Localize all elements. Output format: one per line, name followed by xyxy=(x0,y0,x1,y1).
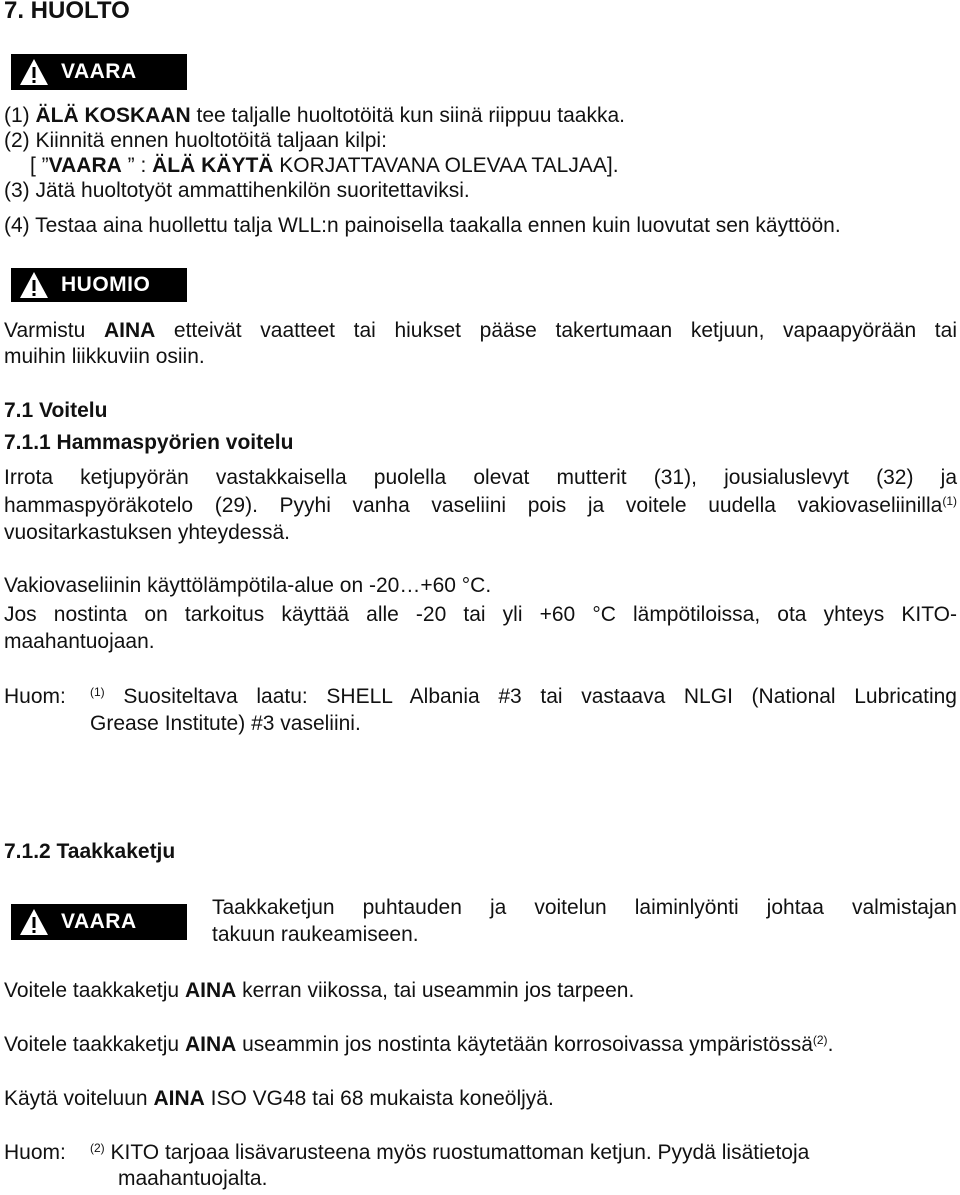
note-2-line-1: $^{(2)}$ KITO tarjoaa lisävarusteena myös ruostumattoman ketjun. Pyydä lisätietoja xyxy=(90,1141,810,1164)
vaara-2-text-line-1: Taakkaketjun puhtauden ja voitelun laiminlyönti johtaa valmistajan xyxy=(212,896,957,919)
note-1-line-1: $^{(1)}$ Suositeltava laatu: SHELL Albania #3 tai vastaava NLGI (National Lubricating xyxy=(90,685,957,708)
warning-item-2-sign: [ ”VAARA ” : ÄLÄ KÄYTÄ KORJATTAVANA OLEVAA TALJAA]. xyxy=(30,154,619,177)
para-711-line-3: vuositarkastuksen yhteydessä. xyxy=(4,521,290,544)
vaara-2-text-line-2: takuun raukeamiseen. xyxy=(212,923,419,946)
huomio-label xyxy=(11,268,187,302)
huomio-text-line-2: muihin liikkuviin osiin. xyxy=(4,345,205,368)
lubricate-weekly-line: Voitele taakkaketju AINA kerran viikossa, tai useammin jos tarpeen. xyxy=(4,979,635,1002)
note-2-line-2: maahantuojalta. xyxy=(118,1167,268,1190)
note-1-label: Huom: xyxy=(4,685,66,708)
huomio-label-text: HUOMIO xyxy=(61,273,151,296)
para-711-line-2: hammaspyöräkotelo (29). Pyyhi vanha vaseliini pois ja voitele uudella vakiovaseliinilla$^{(1)}$ xyxy=(4,494,957,517)
warning-triangle-icon xyxy=(19,908,49,936)
warning-triangle-icon xyxy=(19,58,49,86)
section-heading-7-1: 7.1 Voitelu xyxy=(4,399,108,422)
oil-spec-line: Käytä voiteluun AINA ISO VG48 tai 68 mukaista koneöljyä. xyxy=(4,1087,554,1110)
note-1-line-2: Grease Institute) #3 vaseliini. xyxy=(90,712,361,735)
warning-item-4: (4) Testaa aina huollettu talja WLL:n painoisella taakalla ennen kuin luovutat sen käyttöön. xyxy=(4,214,841,237)
section-heading-7-1-1: 7.1.1 Hammaspyörien voitelu xyxy=(4,431,294,454)
temperature-para-line-1: Jos nostinta on tarkoitus käyttää alle -20 tai yli +60 °C lämpötiloissa, ota yhteys KITO- xyxy=(4,603,957,626)
para-711-line-1: Irrota ketjupyörän vastakkaisella puolella olevat mutterit (31), jousialuslevyt (32) ja xyxy=(4,466,957,489)
temperature-para-line-2: maahantuojaan. xyxy=(4,630,155,653)
warning-item-1: (1) ÄLÄ KOSKAAN tee taljalle huoltotöitä kun siinä riippuu taakka. xyxy=(4,104,625,127)
vaara-label-text: VAARA xyxy=(61,60,137,83)
warning-item-2: (2) Kiinnitä ennen huoltotöitä taljaan kilpi: xyxy=(4,129,387,152)
section-heading-7-1-2: 7.1.2 Taakkaketju xyxy=(4,840,176,863)
temperature-line: Vakiovaseliinin käyttölämpötila-alue on -20…+60 °C. xyxy=(4,574,492,597)
vaara-label xyxy=(11,904,187,940)
lubricate-corrosive-line: Voitele taakkaketju AINA useammin jos nostinta käytetään korrosoivassa ympäristössä$^{(2)}$. xyxy=(4,1033,834,1056)
warning-triangle-icon xyxy=(19,271,49,299)
warning-item-3: (3) Jätä huoltotyöt ammattihenkilön suoritettaviksi. xyxy=(4,179,470,202)
vaara-label-text: VAARA xyxy=(61,910,137,933)
page-title: 7. HUOLTO xyxy=(4,0,130,24)
note-2-label: Huom: xyxy=(4,1141,66,1164)
huomio-text-line-1: Varmistu AINA etteivät vaatteet tai hiukset pääse takertumaan ketjuun, vapaapyörään tai xyxy=(4,319,957,342)
vaara-label xyxy=(11,54,187,90)
